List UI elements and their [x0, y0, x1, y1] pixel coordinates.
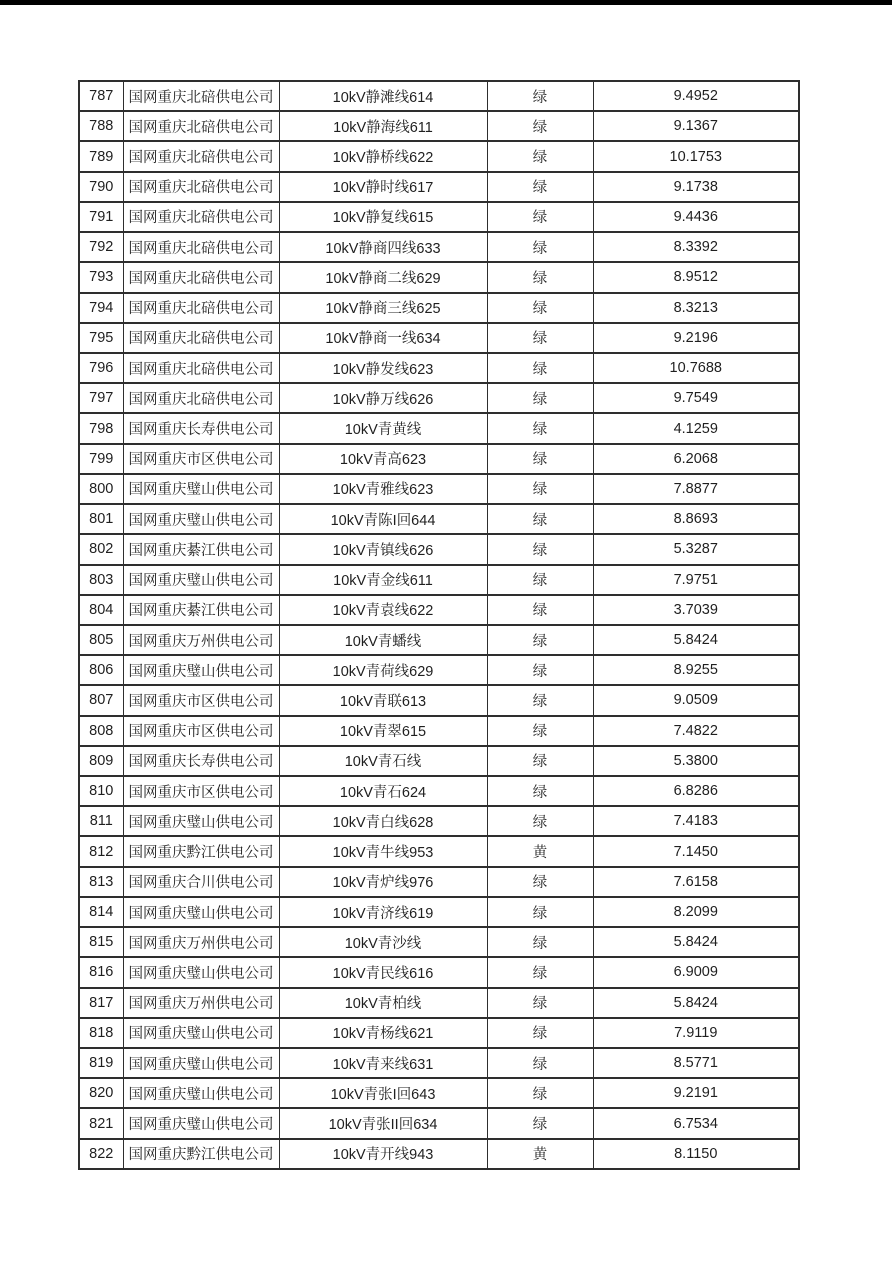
table-row [79, 262, 799, 292]
line-name-cell: 10kV青民线616 [279, 957, 487, 987]
row-index-cell: 796 [79, 353, 123, 383]
row-index-cell: 790 [79, 172, 123, 202]
row-index-cell: 801 [79, 504, 123, 534]
company-cell: 国网重庆市区供电公司 [123, 716, 279, 746]
row-index-cell: 821 [79, 1108, 123, 1138]
table-row [79, 655, 799, 685]
value-cell: 10.7688 [593, 353, 799, 383]
status-cell: 绿 [487, 534, 593, 564]
row-index-cell: 809 [79, 746, 123, 776]
table-row [79, 1048, 799, 1078]
company-cell: 国网重庆黔江供电公司 [123, 836, 279, 866]
status-cell: 绿 [487, 1108, 593, 1138]
company-cell: 国网重庆綦江供电公司 [123, 595, 279, 625]
table-row [79, 1018, 799, 1048]
line-name-cell: 10kV青石624 [279, 776, 487, 806]
value-cell: 9.2191 [593, 1078, 799, 1108]
table-row [79, 685, 799, 715]
line-name-cell: 10kV静时线617 [279, 172, 487, 202]
line-name-cell: 10kV静商二线629 [279, 262, 487, 292]
line-name-cell: 10kV青杨线621 [279, 1018, 487, 1048]
row-index-cell: 795 [79, 323, 123, 353]
table-row [79, 927, 799, 957]
company-cell: 国网重庆璧山供电公司 [123, 1048, 279, 1078]
row-index-cell: 803 [79, 565, 123, 595]
line-name-cell: 10kV青雅线623 [279, 474, 487, 504]
table-row [79, 413, 799, 443]
company-cell: 国网重庆长寿供电公司 [123, 746, 279, 776]
table-row [79, 383, 799, 413]
line-name-cell: 10kV静商三线625 [279, 293, 487, 323]
line-name-cell: 10kV青沙线 [279, 927, 487, 957]
table-row [79, 474, 799, 504]
value-cell: 7.9751 [593, 565, 799, 595]
status-cell: 绿 [487, 1048, 593, 1078]
table-row [79, 806, 799, 836]
table-row [79, 776, 799, 806]
row-index-cell: 818 [79, 1018, 123, 1048]
table-row [79, 534, 799, 564]
value-cell: 6.7534 [593, 1108, 799, 1138]
company-cell: 国网重庆万州供电公司 [123, 988, 279, 1018]
line-name-cell: 10kV青黄线 [279, 413, 487, 443]
company-cell: 国网重庆万州供电公司 [123, 927, 279, 957]
table-row [79, 1139, 799, 1169]
status-cell: 绿 [487, 323, 593, 353]
value-cell: 6.8286 [593, 776, 799, 806]
table-row [79, 836, 799, 866]
company-cell: 国网重庆北碚供电公司 [123, 141, 279, 171]
company-cell: 国网重庆璧山供电公司 [123, 1108, 279, 1138]
line-name-cell: 10kV青翠615 [279, 716, 487, 746]
company-cell: 国网重庆黔江供电公司 [123, 1139, 279, 1169]
company-cell: 国网重庆北碚供电公司 [123, 232, 279, 262]
status-cell: 绿 [487, 746, 593, 776]
value-cell: 9.4952 [593, 81, 799, 111]
company-cell: 国网重庆璧山供电公司 [123, 806, 279, 836]
value-cell: 8.3213 [593, 293, 799, 323]
row-index-cell: 802 [79, 534, 123, 564]
status-cell: 绿 [487, 897, 593, 927]
table-row [79, 957, 799, 987]
status-cell: 绿 [487, 988, 593, 1018]
table-row [79, 293, 799, 323]
row-index-cell: 787 [79, 81, 123, 111]
row-index-cell: 788 [79, 111, 123, 141]
row-index-cell: 794 [79, 293, 123, 323]
row-index-cell: 805 [79, 625, 123, 655]
table-row [79, 595, 799, 625]
status-cell: 绿 [487, 595, 593, 625]
row-index-cell: 793 [79, 262, 123, 292]
company-cell: 国网重庆合川供电公司 [123, 867, 279, 897]
line-name-cell: 10kV青荷线629 [279, 655, 487, 685]
table-row [79, 444, 799, 474]
company-cell: 国网重庆北碚供电公司 [123, 323, 279, 353]
row-index-cell: 808 [79, 716, 123, 746]
company-cell: 国网重庆北碚供电公司 [123, 383, 279, 413]
status-cell: 绿 [487, 625, 593, 655]
status-cell: 绿 [487, 565, 593, 595]
row-index-cell: 817 [79, 988, 123, 1018]
line-name-cell: 10kV青济线619 [279, 897, 487, 927]
company-cell: 国网重庆綦江供电公司 [123, 534, 279, 564]
table-row [79, 232, 799, 262]
line-name-cell: 10kV青张II回634 [279, 1108, 487, 1138]
line-name-cell: 10kV青石线 [279, 746, 487, 776]
company-cell: 国网重庆北碚供电公司 [123, 262, 279, 292]
company-cell: 国网重庆璧山供电公司 [123, 1018, 279, 1048]
table-row [79, 141, 799, 171]
line-name-cell: 10kV青炉线976 [279, 867, 487, 897]
line-name-cell: 10kV青来线631 [279, 1048, 487, 1078]
company-cell: 国网重庆市区供电公司 [123, 776, 279, 806]
status-cell: 绿 [487, 806, 593, 836]
status-cell: 绿 [487, 383, 593, 413]
status-cell: 绿 [487, 262, 593, 292]
line-name-cell: 10kV静商四线633 [279, 232, 487, 262]
value-cell: 7.4822 [593, 716, 799, 746]
top-border-strip [0, 0, 892, 5]
value-cell: 8.3392 [593, 232, 799, 262]
line-name-cell: 10kV青开线943 [279, 1139, 487, 1169]
table-row [79, 625, 799, 655]
value-cell: 3.7039 [593, 595, 799, 625]
table-row [79, 897, 799, 927]
status-cell: 绿 [487, 353, 593, 383]
table-row [79, 202, 799, 232]
value-cell: 5.3287 [593, 534, 799, 564]
value-cell: 5.8424 [593, 927, 799, 957]
table-row [79, 565, 799, 595]
row-index-cell: 814 [79, 897, 123, 927]
value-cell: 8.5771 [593, 1048, 799, 1078]
value-cell: 9.0509 [593, 685, 799, 715]
value-cell: 7.6158 [593, 867, 799, 897]
value-cell: 7.8877 [593, 474, 799, 504]
table-row [79, 111, 799, 141]
row-index-cell: 798 [79, 413, 123, 443]
line-name-cell: 10kV静滩线614 [279, 81, 487, 111]
table-row [79, 1078, 799, 1108]
line-name-cell: 10kV静万线626 [279, 383, 487, 413]
row-index-cell: 816 [79, 957, 123, 987]
company-cell: 国网重庆北碚供电公司 [123, 353, 279, 383]
table-row [79, 504, 799, 534]
status-cell: 绿 [487, 1078, 593, 1108]
value-cell: 7.4183 [593, 806, 799, 836]
line-name-cell: 10kV静商一线634 [279, 323, 487, 353]
row-index-cell: 800 [79, 474, 123, 504]
value-cell: 8.9512 [593, 262, 799, 292]
row-index-cell: 804 [79, 595, 123, 625]
company-cell: 国网重庆璧山供电公司 [123, 565, 279, 595]
row-index-cell: 797 [79, 383, 123, 413]
status-cell: 绿 [487, 413, 593, 443]
value-cell: 9.4436 [593, 202, 799, 232]
row-index-cell: 815 [79, 927, 123, 957]
value-cell: 9.1738 [593, 172, 799, 202]
status-cell: 绿 [487, 716, 593, 746]
line-name-cell: 10kV静发线623 [279, 353, 487, 383]
row-index-cell: 810 [79, 776, 123, 806]
company-cell: 国网重庆璧山供电公司 [123, 957, 279, 987]
status-cell: 绿 [487, 776, 593, 806]
row-index-cell: 813 [79, 867, 123, 897]
row-index-cell: 819 [79, 1048, 123, 1078]
status-cell: 绿 [487, 867, 593, 897]
status-cell: 绿 [487, 927, 593, 957]
line-name-cell: 10kV青陈I回644 [279, 504, 487, 534]
value-cell: 5.8424 [593, 988, 799, 1018]
line-name-cell: 10kV青袁线622 [279, 595, 487, 625]
value-cell: 8.2099 [593, 897, 799, 927]
value-cell: 7.1450 [593, 836, 799, 866]
status-cell: 绿 [487, 81, 593, 111]
value-cell: 8.8693 [593, 504, 799, 534]
company-cell: 国网重庆北碚供电公司 [123, 111, 279, 141]
row-index-cell: 820 [79, 1078, 123, 1108]
line-name-cell: 10kV青白线628 [279, 806, 487, 836]
row-index-cell: 811 [79, 806, 123, 836]
row-index-cell: 791 [79, 202, 123, 232]
value-cell: 5.3800 [593, 746, 799, 776]
value-cell: 8.9255 [593, 655, 799, 685]
line-name-cell: 10kV青金线611 [279, 565, 487, 595]
line-name-cell: 10kV静桥线622 [279, 141, 487, 171]
line-name-cell: 10kV青高623 [279, 444, 487, 474]
status-cell: 绿 [487, 444, 593, 474]
company-cell: 国网重庆璧山供电公司 [123, 1078, 279, 1108]
company-cell: 国网重庆市区供电公司 [123, 444, 279, 474]
table-body [79, 81, 799, 1169]
status-cell: 绿 [487, 957, 593, 987]
table-row [79, 1108, 799, 1138]
value-cell: 9.7549 [593, 383, 799, 413]
row-index-cell: 799 [79, 444, 123, 474]
company-cell: 国网重庆北碚供电公司 [123, 172, 279, 202]
table-row [79, 172, 799, 202]
line-name-cell: 10kV青柏线 [279, 988, 487, 1018]
line-name-cell: 10kV静海线611 [279, 111, 487, 141]
value-cell: 9.1367 [593, 111, 799, 141]
status-cell: 绿 [487, 685, 593, 715]
status-cell: 绿 [487, 1018, 593, 1048]
company-cell: 国网重庆璧山供电公司 [123, 655, 279, 685]
company-cell: 国网重庆长寿供电公司 [123, 413, 279, 443]
company-cell: 国网重庆市区供电公司 [123, 685, 279, 715]
power-line-table [78, 80, 800, 1170]
line-name-cell: 10kV青蟠线 [279, 625, 487, 655]
company-cell: 国网重庆璧山供电公司 [123, 474, 279, 504]
status-cell: 黄 [487, 1139, 593, 1169]
value-cell: 10.1753 [593, 141, 799, 171]
row-index-cell: 789 [79, 141, 123, 171]
status-cell: 绿 [487, 504, 593, 534]
status-cell: 绿 [487, 202, 593, 232]
value-cell: 7.9119 [593, 1018, 799, 1048]
value-cell: 6.2068 [593, 444, 799, 474]
line-name-cell: 10kV青联613 [279, 685, 487, 715]
status-cell: 绿 [487, 172, 593, 202]
value-cell: 4.1259 [593, 413, 799, 443]
table-row [79, 81, 799, 111]
status-cell: 绿 [487, 655, 593, 685]
table-row [79, 867, 799, 897]
company-cell: 国网重庆璧山供电公司 [123, 504, 279, 534]
company-cell: 国网重庆北碚供电公司 [123, 202, 279, 232]
table-row [79, 988, 799, 1018]
row-index-cell: 812 [79, 836, 123, 866]
row-index-cell: 807 [79, 685, 123, 715]
table-row [79, 323, 799, 353]
status-cell: 绿 [487, 141, 593, 171]
company-cell: 国网重庆万州供电公司 [123, 625, 279, 655]
line-name-cell: 10kV静复线615 [279, 202, 487, 232]
line-name-cell: 10kV青镇线626 [279, 534, 487, 564]
table-row [79, 716, 799, 746]
company-cell: 国网重庆璧山供电公司 [123, 897, 279, 927]
company-cell: 国网重庆北碚供电公司 [123, 81, 279, 111]
value-cell: 5.8424 [593, 625, 799, 655]
status-cell: 绿 [487, 232, 593, 262]
value-cell: 8.1150 [593, 1139, 799, 1169]
line-name-cell: 10kV青张I回643 [279, 1078, 487, 1108]
row-index-cell: 806 [79, 655, 123, 685]
row-index-cell: 792 [79, 232, 123, 262]
line-name-cell: 10kV青牛线953 [279, 836, 487, 866]
status-cell: 绿 [487, 474, 593, 504]
status-cell: 黄 [487, 836, 593, 866]
company-cell: 国网重庆北碚供电公司 [123, 293, 279, 323]
status-cell: 绿 [487, 293, 593, 323]
table-row [79, 353, 799, 383]
value-cell: 6.9009 [593, 957, 799, 987]
value-cell: 9.2196 [593, 323, 799, 353]
status-cell: 绿 [487, 111, 593, 141]
row-index-cell: 822 [79, 1139, 123, 1169]
table-row [79, 746, 799, 776]
